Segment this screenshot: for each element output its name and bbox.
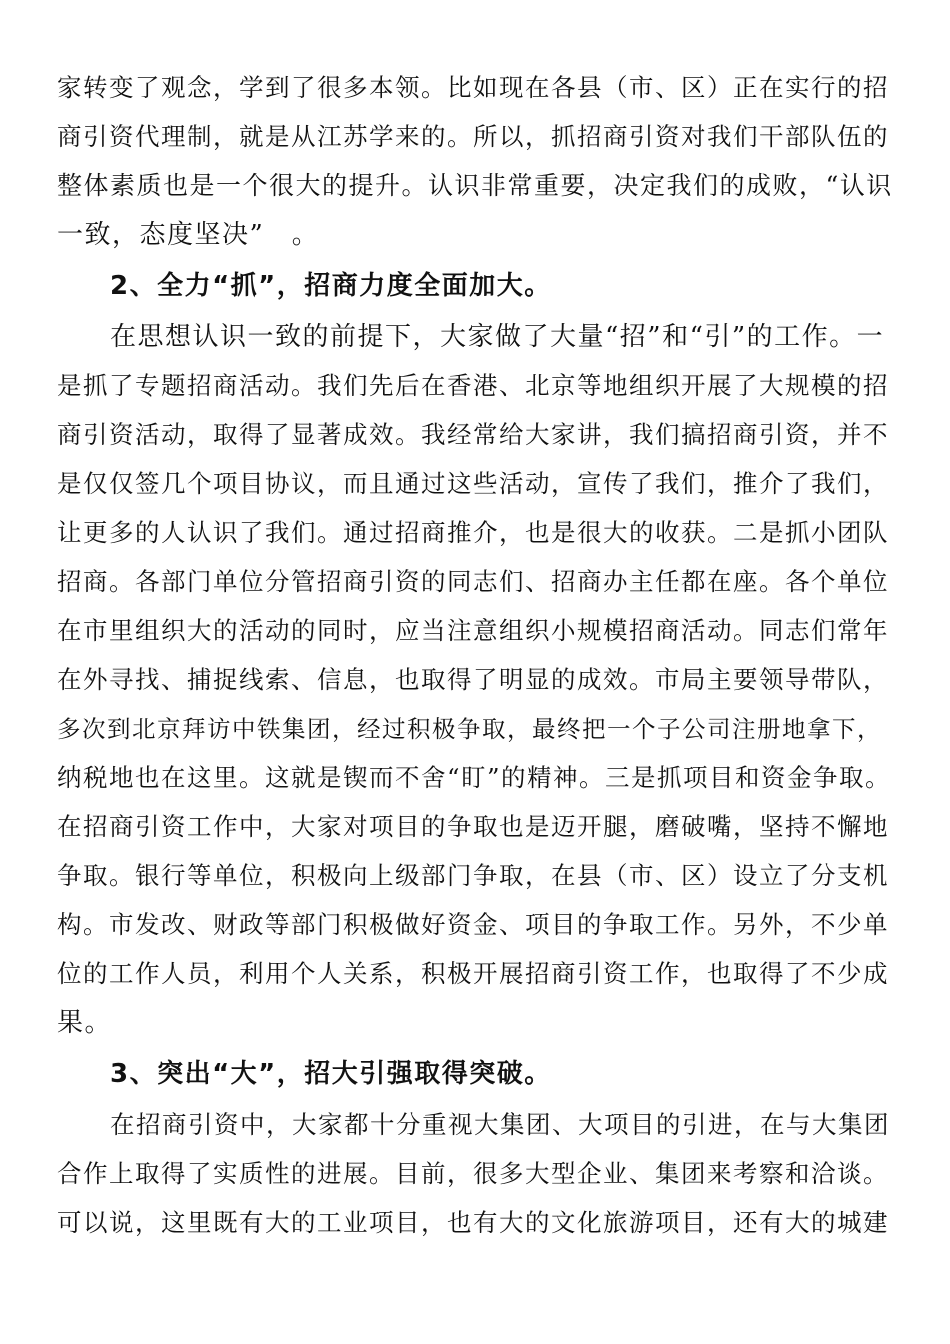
- paragraph-1-line-4: 一致，态度坚决” 。: [57, 220, 320, 250]
- paragraph-2-line-3: 商引资活动，取得了显著成效。我经常给大家讲，我们搞招商引资，并不: [57, 420, 889, 449]
- paragraph-2-line-1: 在思想认识一致的前提下，大家做了大量“招”和“引”的工作。一: [110, 322, 885, 352]
- paragraph-2-line-11: 在招商引资工作中，大家对项目的争取也是迈开腿，磨破嘴，坚持不懈地: [57, 812, 889, 841]
- paragraph-2-line-12: 争取。银行等单位，积极向上级部门争取，在县（市、区）设立了分支机: [57, 861, 889, 890]
- paragraph-2-line-6: 招商。各部门单位分管招商引资的同志们、招商办主任都在座。各个单位: [57, 567, 889, 596]
- paragraph-2-line-13: 构。市发改、财政等部门积极做好资金、项目的争取工作。另外，不少单: [57, 910, 889, 939]
- paragraph-2-line-8: 在外寻找、捕捉线索、信息，也取得了明显的成效。市局主要领导带队，: [57, 665, 889, 694]
- paragraph-2-line-7: 在市里组织大的活动的同时，应当注意组织小规模招商活动。同志们常年: [57, 616, 889, 645]
- section-2-heading: 2、全力“抓”，招商力度全面加大。: [110, 271, 552, 301]
- paragraph-2-line-10: 纳税地也在这里。这就是锲而不舍“盯”的精神。三是抓项目和资金争取。: [57, 763, 892, 792]
- section-3-heading: 3、突出“大”，招大引强取得突破。: [110, 1059, 552, 1089]
- paragraph-2-line-4: 是仅仅签几个项目协议，而且通过这些活动，宣传了我们，推介了我们，: [57, 469, 889, 498]
- paragraph-1-line-2: 商引资代理制，就是从江苏学来的。所以，抓招商引资对我们干部队伍的: [57, 122, 889, 151]
- paragraph-3-line-3: 可以说，这里既有大的工业项目，也有大的文化旅游项目，还有大的城建: [57, 1208, 889, 1237]
- paragraph-2-line-15: 果。: [57, 1008, 113, 1038]
- paragraph-2-line-2: 是抓了专题招商活动。我们先后在香港、北京等地组织开展了大规模的招: [57, 371, 889, 400]
- paragraph-1-line-1: 家转变了观念，学到了很多本领。比如现在各县（市、区）正在实行的招: [57, 73, 889, 102]
- paragraph-3-line-1: 在招商引资中，大家都十分重视大集团、大项目的引进，在与大集团: [110, 1110, 890, 1139]
- paragraph-2-line-14: 位的工作人员，利用个人关系，积极开展招商引资工作，也取得了不少成: [57, 959, 889, 988]
- paragraph-3-line-2: 合作上取得了实质性的进展。目前，很多大型企业、集团来考察和洽谈。: [57, 1159, 889, 1188]
- paragraph-1-line-3: 整体素质也是一个很大的提升。认识非常重要，决定我们的成败，“认识: [57, 171, 893, 200]
- paragraph-2-line-5: 让更多的人认识了我们。通过招商推介，也是很大的收获。二是抓小团队: [57, 518, 889, 547]
- paragraph-2-line-9: 多次到北京拜访中铁集团，经过积极争取，最终把一个子公司注册地拿下，: [57, 715, 882, 743]
